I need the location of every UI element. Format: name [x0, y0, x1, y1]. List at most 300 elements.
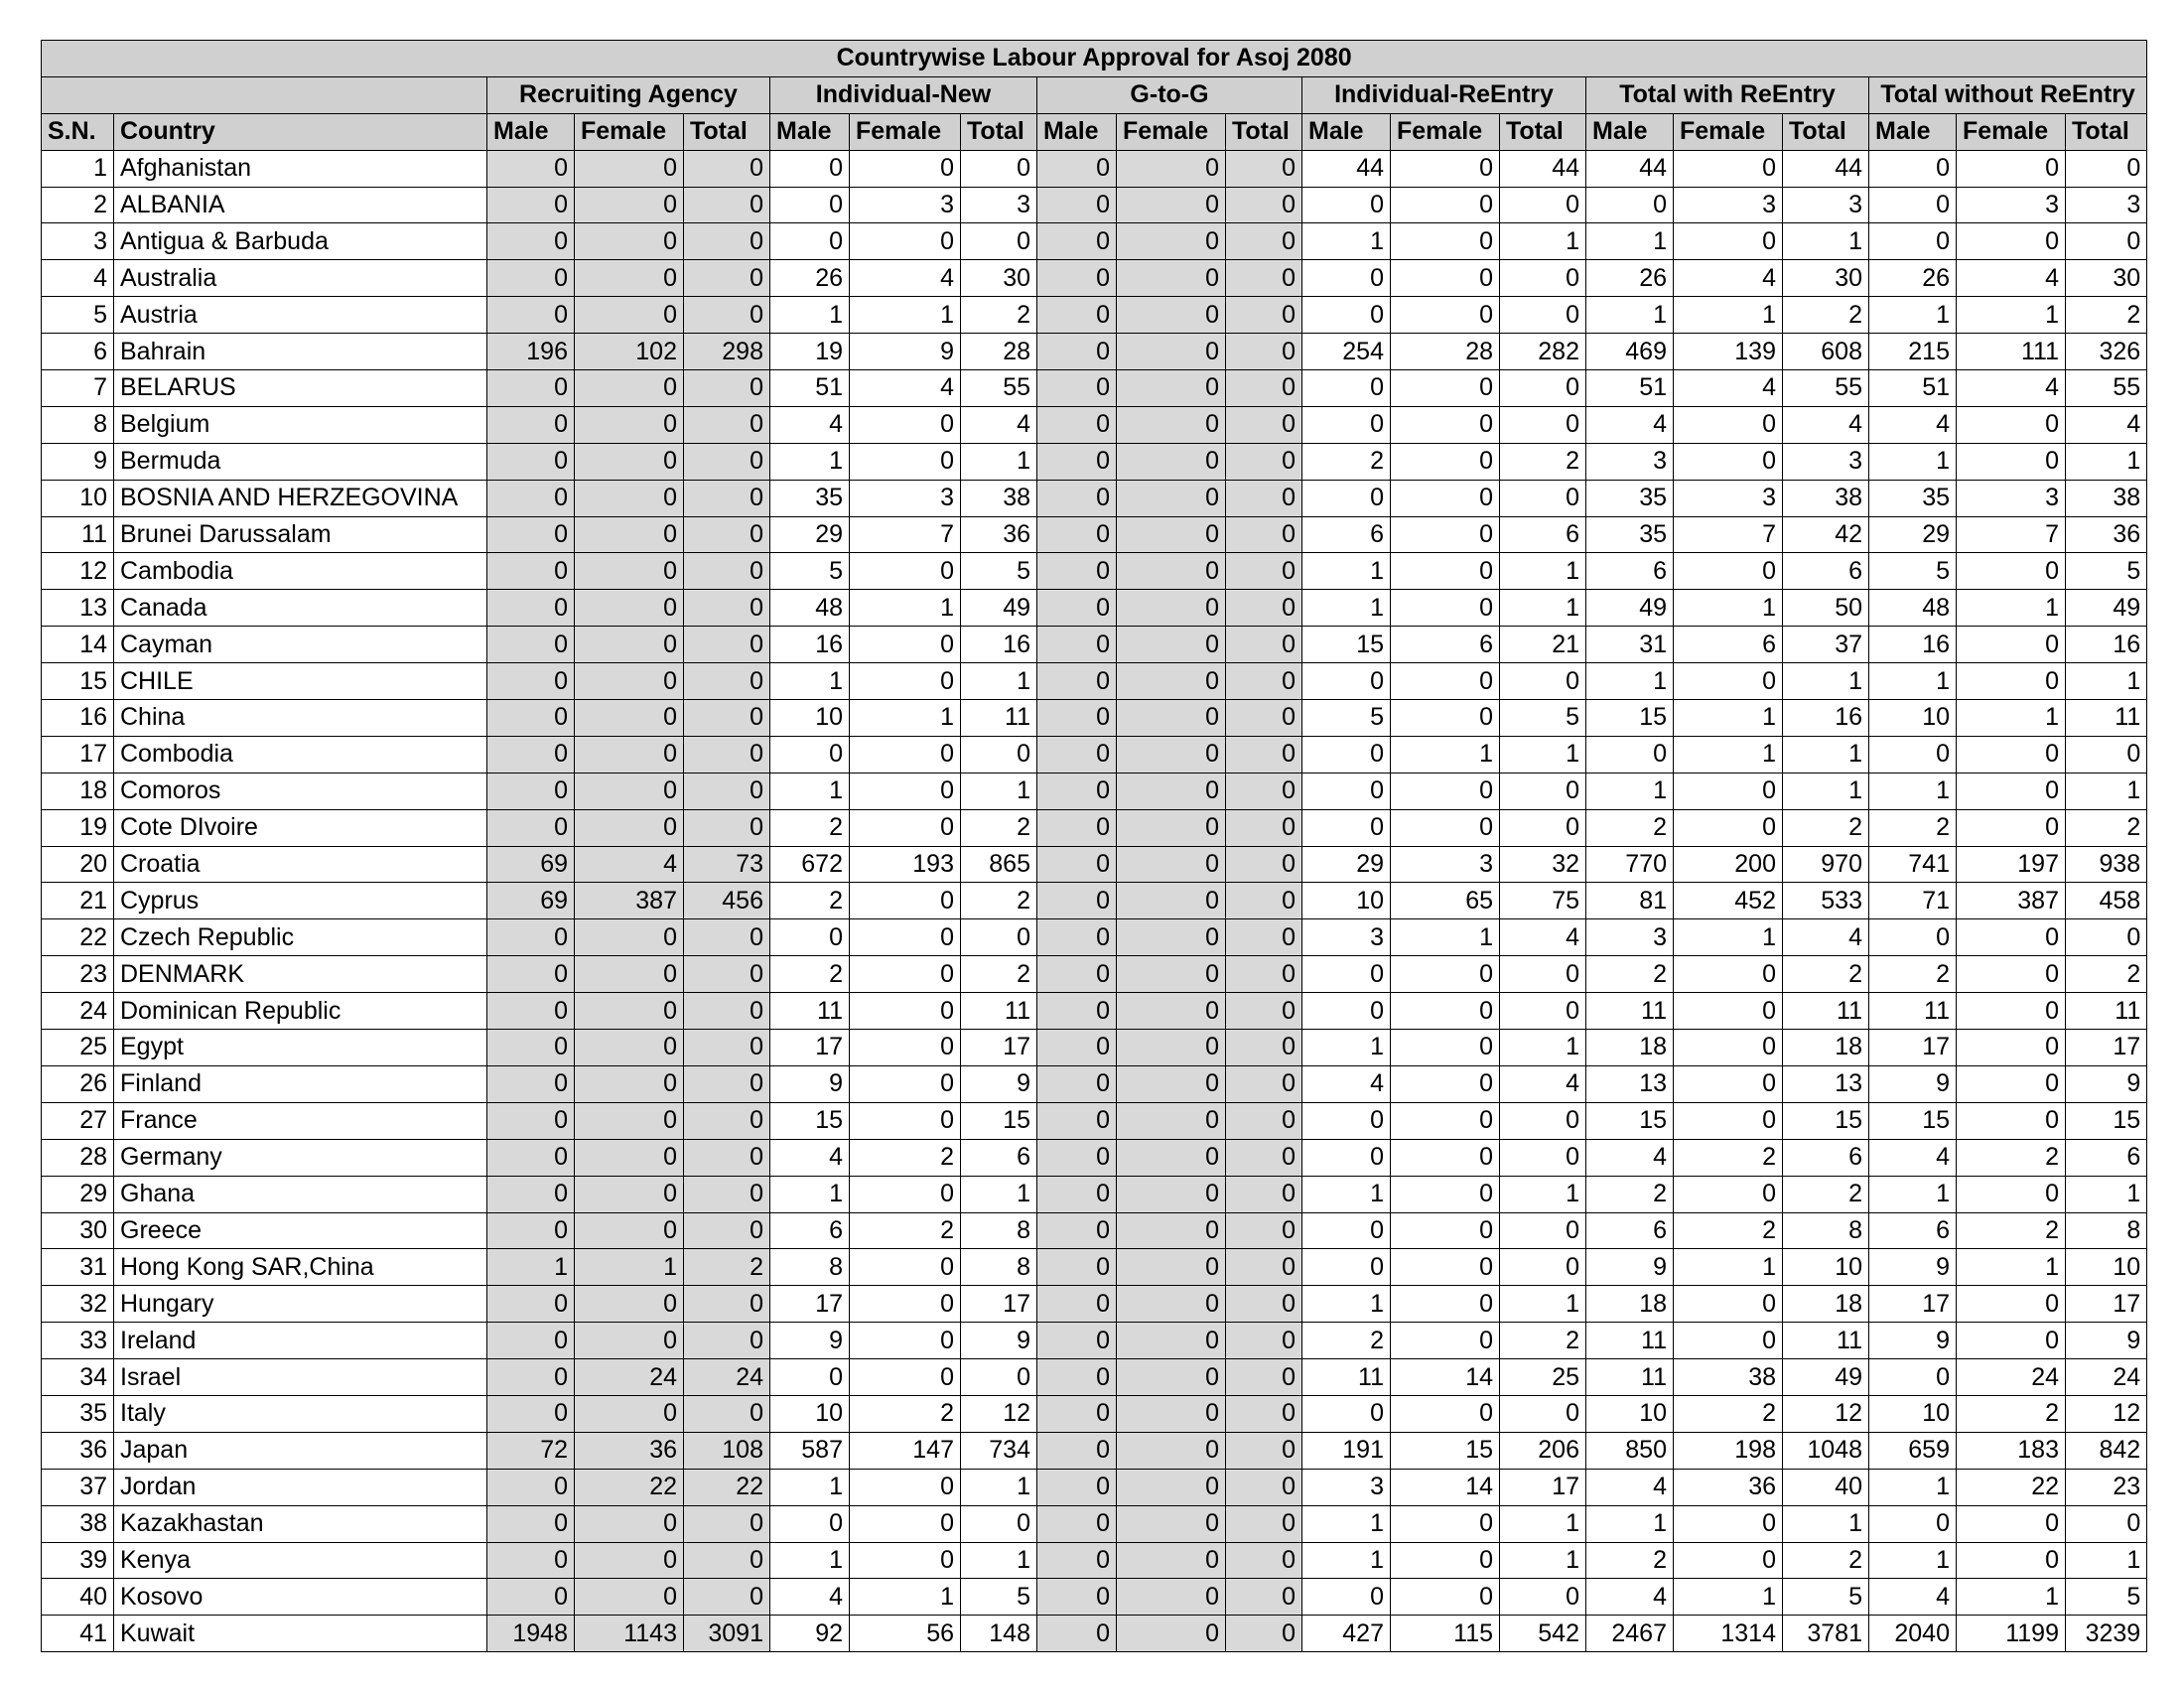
- value-cell: 0: [1302, 1102, 1391, 1139]
- value-cell: 1143: [575, 1616, 684, 1652]
- sn-cell: 8: [42, 406, 114, 443]
- value-cell: 387: [575, 883, 684, 919]
- value-cell: 1: [1957, 297, 2066, 334]
- value-cell: 11: [2066, 993, 2147, 1030]
- value-cell: 111: [1957, 334, 2066, 370]
- value-cell: 0: [487, 1065, 575, 1102]
- value-cell: 0: [1226, 370, 1302, 407]
- value-cell: 0: [1957, 1102, 2066, 1139]
- value-cell: 0: [1117, 1395, 1226, 1432]
- sn-cell: 13: [42, 590, 114, 627]
- sn-cell: 35: [42, 1395, 114, 1432]
- table-row: [42, 297, 2147, 334]
- value-cell: 842: [2066, 1432, 2147, 1469]
- sn-cell: 36: [42, 1432, 114, 1469]
- value-cell: 587: [770, 1432, 850, 1469]
- value-cell: 0: [575, 1286, 684, 1323]
- value-cell: 18: [1783, 1030, 1869, 1066]
- value-cell: 0: [1674, 1030, 1783, 1066]
- value-cell: 0: [487, 516, 575, 553]
- value-cell: 0: [2066, 1505, 2147, 1542]
- value-cell: 0: [1226, 1432, 1302, 1469]
- column-header: Total: [684, 113, 770, 150]
- value-cell: 0: [1500, 1212, 1586, 1249]
- column-header: Male: [1586, 113, 1674, 150]
- sn-cell: 23: [42, 956, 114, 993]
- column-header: Male: [1869, 113, 1957, 150]
- value-cell: 0: [1302, 1212, 1391, 1249]
- value-cell: 0: [487, 1323, 575, 1359]
- value-cell: 10: [1783, 1249, 1869, 1286]
- value-cell: 1: [1302, 553, 1391, 590]
- value-cell: 3781: [1783, 1616, 1869, 1652]
- value-cell: 0: [1226, 1249, 1302, 1286]
- value-cell: 0: [1037, 1616, 1117, 1652]
- value-cell: 1: [1302, 1505, 1391, 1542]
- value-cell: 0: [1037, 1176, 1117, 1212]
- value-cell: 1199: [1957, 1616, 2066, 1652]
- value-cell: 0: [850, 223, 961, 260]
- value-cell: 24: [1957, 1359, 2066, 1396]
- value-cell: 6: [2066, 1139, 2147, 1176]
- value-cell: 1: [1500, 590, 1586, 627]
- table-row: [42, 1542, 2147, 1579]
- value-cell: 0: [1226, 956, 1302, 993]
- value-cell: 26: [770, 260, 850, 297]
- value-cell: 0: [1500, 956, 1586, 993]
- value-cell: 0: [1302, 956, 1391, 993]
- value-cell: 11: [961, 700, 1037, 737]
- value-cell: 0: [684, 187, 770, 223]
- value-cell: 0: [850, 1286, 961, 1323]
- value-cell: 6: [1783, 553, 1869, 590]
- value-cell: 6: [1869, 1212, 1957, 1249]
- value-cell: 0: [575, 1176, 684, 1212]
- column-header: Female: [1957, 113, 2066, 150]
- value-cell: 0: [1391, 1139, 1500, 1176]
- table-row: [42, 443, 2147, 480]
- value-cell: 0: [575, 223, 684, 260]
- sn-cell: 14: [42, 627, 114, 663]
- value-cell: 22: [575, 1469, 684, 1505]
- value-cell: 8: [961, 1249, 1037, 1286]
- value-cell: 0: [1869, 919, 1957, 956]
- group-header: G-to-G: [1037, 76, 1302, 113]
- value-cell: 0: [1391, 1176, 1500, 1212]
- value-cell: 0: [487, 700, 575, 737]
- value-cell: 3091: [684, 1616, 770, 1652]
- value-cell: 2: [961, 956, 1037, 993]
- value-cell: 2: [850, 1212, 961, 1249]
- value-cell: 3: [850, 480, 961, 516]
- value-cell: 0: [1117, 480, 1226, 516]
- value-cell: 0: [1037, 1139, 1117, 1176]
- sn-cell: 22: [42, 919, 114, 956]
- table-row: [42, 700, 2147, 737]
- column-header: Total: [2066, 113, 2147, 150]
- value-cell: 0: [487, 919, 575, 956]
- value-cell: 6: [1674, 627, 1783, 663]
- value-cell: 30: [2066, 260, 2147, 297]
- value-cell: 0: [1500, 809, 1586, 846]
- value-cell: 608: [1783, 334, 1869, 370]
- country-cell: Belgium: [114, 406, 487, 443]
- value-cell: 1: [1302, 1286, 1391, 1323]
- value-cell: 387: [1957, 883, 2066, 919]
- value-cell: 9: [1586, 1249, 1674, 1286]
- value-cell: 0: [1117, 516, 1226, 553]
- value-cell: 0: [487, 736, 575, 773]
- value-cell: 938: [2066, 846, 2147, 883]
- sn-cell: 20: [42, 846, 114, 883]
- value-cell: 3: [1783, 443, 1869, 480]
- value-cell: 0: [1674, 1286, 1783, 1323]
- value-cell: 0: [1117, 700, 1226, 737]
- value-cell: 13: [1586, 1065, 1674, 1102]
- value-cell: 4: [1783, 406, 1869, 443]
- column-header: Female: [1117, 113, 1226, 150]
- value-cell: 18: [1783, 1286, 1869, 1323]
- value-cell: 0: [1391, 590, 1500, 627]
- value-cell: 0: [1117, 773, 1226, 809]
- value-cell: 0: [487, 1030, 575, 1066]
- value-cell: 0: [575, 1395, 684, 1432]
- country-cell: France: [114, 1102, 487, 1139]
- table-row: [42, 553, 2147, 590]
- value-cell: 2: [1586, 1542, 1674, 1579]
- value-cell: 850: [1586, 1432, 1674, 1469]
- value-cell: 0: [1302, 406, 1391, 443]
- value-cell: 16: [2066, 627, 2147, 663]
- column-header: Female: [1391, 113, 1500, 150]
- value-cell: 0: [850, 1469, 961, 1505]
- value-cell: 0: [1391, 1065, 1500, 1102]
- table-row: [42, 1359, 2147, 1396]
- value-cell: 4: [1674, 260, 1783, 297]
- value-cell: 6: [1302, 516, 1391, 553]
- country-cell: CHILE: [114, 663, 487, 700]
- value-cell: 0: [487, 663, 575, 700]
- value-cell: 0: [1957, 919, 2066, 956]
- value-cell: 1: [1500, 736, 1586, 773]
- value-cell: 2: [1586, 956, 1674, 993]
- value-cell: 0: [684, 297, 770, 334]
- value-cell: 0: [1674, 1102, 1783, 1139]
- value-cell: 18: [1586, 1030, 1674, 1066]
- value-cell: 0: [684, 1176, 770, 1212]
- value-cell: 0: [1037, 334, 1117, 370]
- value-cell: 0: [770, 1505, 850, 1542]
- column-header: Female: [1674, 113, 1783, 150]
- value-cell: 0: [961, 1359, 1037, 1396]
- column-header: Male: [1302, 113, 1391, 150]
- value-cell: 1: [1674, 919, 1783, 956]
- sn-cell: 17: [42, 736, 114, 773]
- group-header: Total with ReEntry: [1586, 76, 1869, 113]
- value-cell: 0: [1226, 1359, 1302, 1396]
- value-cell: 0: [1037, 1323, 1117, 1359]
- value-cell: 0: [1957, 773, 2066, 809]
- table-row: [42, 480, 2147, 516]
- table-row: [42, 1469, 2147, 1505]
- value-cell: 1: [1500, 1176, 1586, 1212]
- value-cell: 0: [684, 1139, 770, 1176]
- value-cell: 215: [1869, 334, 1957, 370]
- country-cell: Cyprus: [114, 883, 487, 919]
- value-cell: 1: [2066, 773, 2147, 809]
- value-cell: 55: [961, 370, 1037, 407]
- column-header: Female: [850, 113, 961, 150]
- value-cell: 0: [850, 663, 961, 700]
- value-cell: 49: [961, 590, 1037, 627]
- value-cell: 0: [1117, 1469, 1226, 1505]
- value-cell: 0: [1391, 443, 1500, 480]
- value-cell: 0: [1391, 370, 1500, 407]
- value-cell: 0: [850, 1249, 961, 1286]
- value-cell: 8: [961, 1212, 1037, 1249]
- value-cell: 9: [770, 1065, 850, 1102]
- value-cell: 9: [1869, 1323, 1957, 1359]
- value-cell: 0: [1391, 297, 1500, 334]
- sn-cell: 26: [42, 1065, 114, 1102]
- value-cell: 0: [684, 1395, 770, 1432]
- value-cell: 1: [1586, 773, 1674, 809]
- value-cell: 0: [684, 956, 770, 993]
- value-cell: 9: [2066, 1065, 2147, 1102]
- value-cell: 2: [2066, 297, 2147, 334]
- value-cell: 0: [1674, 553, 1783, 590]
- table-row: [42, 993, 2147, 1030]
- value-cell: 0: [1117, 919, 1226, 956]
- value-cell: 0: [1037, 663, 1117, 700]
- value-cell: 0: [1957, 553, 2066, 590]
- value-cell: 1: [1302, 1542, 1391, 1579]
- value-cell: 1: [850, 700, 961, 737]
- value-cell: 0: [575, 1139, 684, 1176]
- value-cell: 0: [1226, 443, 1302, 480]
- value-cell: 0: [1226, 187, 1302, 223]
- value-cell: 28: [961, 334, 1037, 370]
- value-cell: 11: [1586, 1359, 1674, 1396]
- value-cell: 26: [1586, 260, 1674, 297]
- value-cell: 24: [2066, 1359, 2147, 1396]
- value-cell: 197: [1957, 846, 2066, 883]
- value-cell: 0: [487, 956, 575, 993]
- value-cell: 0: [1037, 1432, 1117, 1469]
- value-cell: 0: [1037, 993, 1117, 1030]
- value-cell: 0: [1226, 1030, 1302, 1066]
- value-cell: 1048: [1783, 1432, 1869, 1469]
- value-cell: 51: [770, 370, 850, 407]
- value-cell: 0: [1037, 1102, 1117, 1139]
- value-cell: 15: [1869, 1102, 1957, 1139]
- value-cell: 0: [1302, 736, 1391, 773]
- value-cell: 0: [1391, 260, 1500, 297]
- value-cell: 0: [1117, 1323, 1226, 1359]
- value-cell: 0: [1226, 297, 1302, 334]
- value-cell: 0: [1037, 443, 1117, 480]
- value-cell: 1: [1869, 663, 1957, 700]
- value-cell: 1: [1391, 919, 1500, 956]
- value-cell: 16: [770, 627, 850, 663]
- value-cell: 1: [1674, 700, 1783, 737]
- value-cell: 1: [961, 1542, 1037, 1579]
- value-cell: 0: [684, 1542, 770, 1579]
- value-cell: 0: [684, 553, 770, 590]
- value-cell: 0: [1117, 1030, 1226, 1066]
- value-cell: 0: [850, 809, 961, 846]
- sn-cell: 41: [42, 1616, 114, 1652]
- value-cell: 1: [1783, 1505, 1869, 1542]
- labour-approval-table: [41, 40, 2147, 1652]
- value-cell: 2: [2066, 809, 2147, 846]
- value-cell: 198: [1674, 1432, 1783, 1469]
- value-cell: 35: [1586, 480, 1674, 516]
- value-cell: 55: [1783, 370, 1869, 407]
- table-row: [42, 1505, 2147, 1542]
- value-cell: 15: [1302, 627, 1391, 663]
- value-cell: 1: [1783, 773, 1869, 809]
- value-cell: 0: [1226, 223, 1302, 260]
- value-cell: 19: [770, 334, 850, 370]
- column-header: Male: [1037, 113, 1117, 150]
- value-cell: 0: [1037, 1395, 1117, 1432]
- value-cell: 17: [1869, 1030, 1957, 1066]
- value-cell: 0: [1391, 1505, 1500, 1542]
- column-header: Male: [487, 113, 575, 150]
- value-cell: 3: [1586, 443, 1674, 480]
- value-cell: 2: [1783, 956, 1869, 993]
- value-cell: 0: [575, 663, 684, 700]
- value-cell: 69: [487, 883, 575, 919]
- value-cell: 10: [2066, 1249, 2147, 1286]
- value-cell: 1: [1586, 663, 1674, 700]
- value-cell: 9: [770, 1323, 850, 1359]
- value-cell: 35: [770, 480, 850, 516]
- value-cell: 1: [770, 297, 850, 334]
- value-cell: 0: [1674, 443, 1783, 480]
- value-cell: 0: [575, 1212, 684, 1249]
- value-cell: 0: [1226, 1323, 1302, 1359]
- value-cell: 81: [1586, 883, 1674, 919]
- value-cell: 2: [1302, 1323, 1391, 1359]
- value-cell: 1: [961, 773, 1037, 809]
- value-cell: 29: [1869, 516, 1957, 553]
- value-cell: 2: [1783, 1542, 1869, 1579]
- value-cell: 30: [1783, 260, 1869, 297]
- value-cell: 0: [1391, 1395, 1500, 1432]
- value-cell: 0: [1117, 443, 1226, 480]
- value-cell: 0: [1117, 1505, 1226, 1542]
- value-cell: 17: [1869, 1286, 1957, 1323]
- value-cell: 1: [961, 443, 1037, 480]
- value-cell: 0: [684, 1212, 770, 1249]
- value-cell: 0: [487, 260, 575, 297]
- table-row: [42, 1579, 2147, 1616]
- value-cell: 0: [1117, 406, 1226, 443]
- value-cell: 10: [1586, 1395, 1674, 1432]
- value-cell: 2: [770, 883, 850, 919]
- value-cell: 44: [1586, 150, 1674, 187]
- value-cell: 0: [1957, 223, 2066, 260]
- value-cell: 73: [684, 846, 770, 883]
- value-cell: 0: [1037, 1542, 1117, 1579]
- value-cell: 9: [961, 1323, 1037, 1359]
- value-cell: 1: [961, 1176, 1037, 1212]
- value-cell: 0: [1117, 334, 1226, 370]
- sn-cell: 6: [42, 334, 114, 370]
- value-cell: 0: [1037, 883, 1117, 919]
- value-cell: 22: [684, 1469, 770, 1505]
- value-cell: 8: [770, 1249, 850, 1286]
- value-cell: 0: [1302, 260, 1391, 297]
- value-cell: 970: [1783, 846, 1869, 883]
- value-cell: 452: [1674, 883, 1783, 919]
- value-cell: 17: [2066, 1286, 2147, 1323]
- value-cell: 6: [1391, 627, 1500, 663]
- value-cell: 56: [850, 1616, 961, 1652]
- table-row: [42, 590, 2147, 627]
- value-cell: 0: [1226, 1286, 1302, 1323]
- value-cell: 15: [961, 1102, 1037, 1139]
- value-cell: 0: [1226, 1579, 1302, 1616]
- sn-cell: 37: [42, 1469, 114, 1505]
- value-cell: 0: [1302, 1139, 1391, 1176]
- value-cell: 0: [1226, 590, 1302, 627]
- value-cell: 0: [1226, 1139, 1302, 1176]
- value-cell: 4: [1586, 1469, 1674, 1505]
- country-cell: Ireland: [114, 1323, 487, 1359]
- value-cell: 1: [1869, 1542, 1957, 1579]
- value-cell: 31: [1586, 627, 1674, 663]
- table-row: [42, 663, 2147, 700]
- value-cell: 0: [1957, 1542, 2066, 1579]
- value-cell: 50: [1783, 590, 1869, 627]
- value-cell: 0: [1117, 736, 1226, 773]
- table-row: [42, 1432, 2147, 1469]
- value-cell: 0: [1391, 1249, 1500, 1286]
- value-cell: 51: [1586, 370, 1674, 407]
- value-cell: 6: [770, 1212, 850, 1249]
- country-cell: Cambodia: [114, 553, 487, 590]
- value-cell: 3: [1957, 187, 2066, 223]
- value-cell: 0: [1037, 223, 1117, 260]
- table-row: [42, 883, 2147, 919]
- value-cell: 1: [1869, 443, 1957, 480]
- value-cell: 0: [1117, 1359, 1226, 1396]
- value-cell: 0: [575, 993, 684, 1030]
- value-cell: 14: [1391, 1359, 1500, 1396]
- value-cell: 5: [961, 1579, 1037, 1616]
- value-cell: 0: [1302, 1579, 1391, 1616]
- value-cell: 0: [684, 919, 770, 956]
- value-cell: 0: [575, 1505, 684, 1542]
- value-cell: 1: [1957, 700, 2066, 737]
- value-cell: 2: [961, 809, 1037, 846]
- value-cell: 0: [1226, 553, 1302, 590]
- value-cell: 15: [770, 1102, 850, 1139]
- value-cell: 49: [1783, 1359, 1869, 1396]
- sn-cell: 5: [42, 297, 114, 334]
- value-cell: 0: [487, 809, 575, 846]
- value-cell: 0: [770, 223, 850, 260]
- value-cell: 0: [850, 773, 961, 809]
- value-cell: 0: [1500, 1139, 1586, 1176]
- value-cell: 0: [575, 700, 684, 737]
- country-cell: Cayman: [114, 627, 487, 663]
- value-cell: 2: [1674, 1212, 1783, 1249]
- value-cell: 69: [487, 846, 575, 883]
